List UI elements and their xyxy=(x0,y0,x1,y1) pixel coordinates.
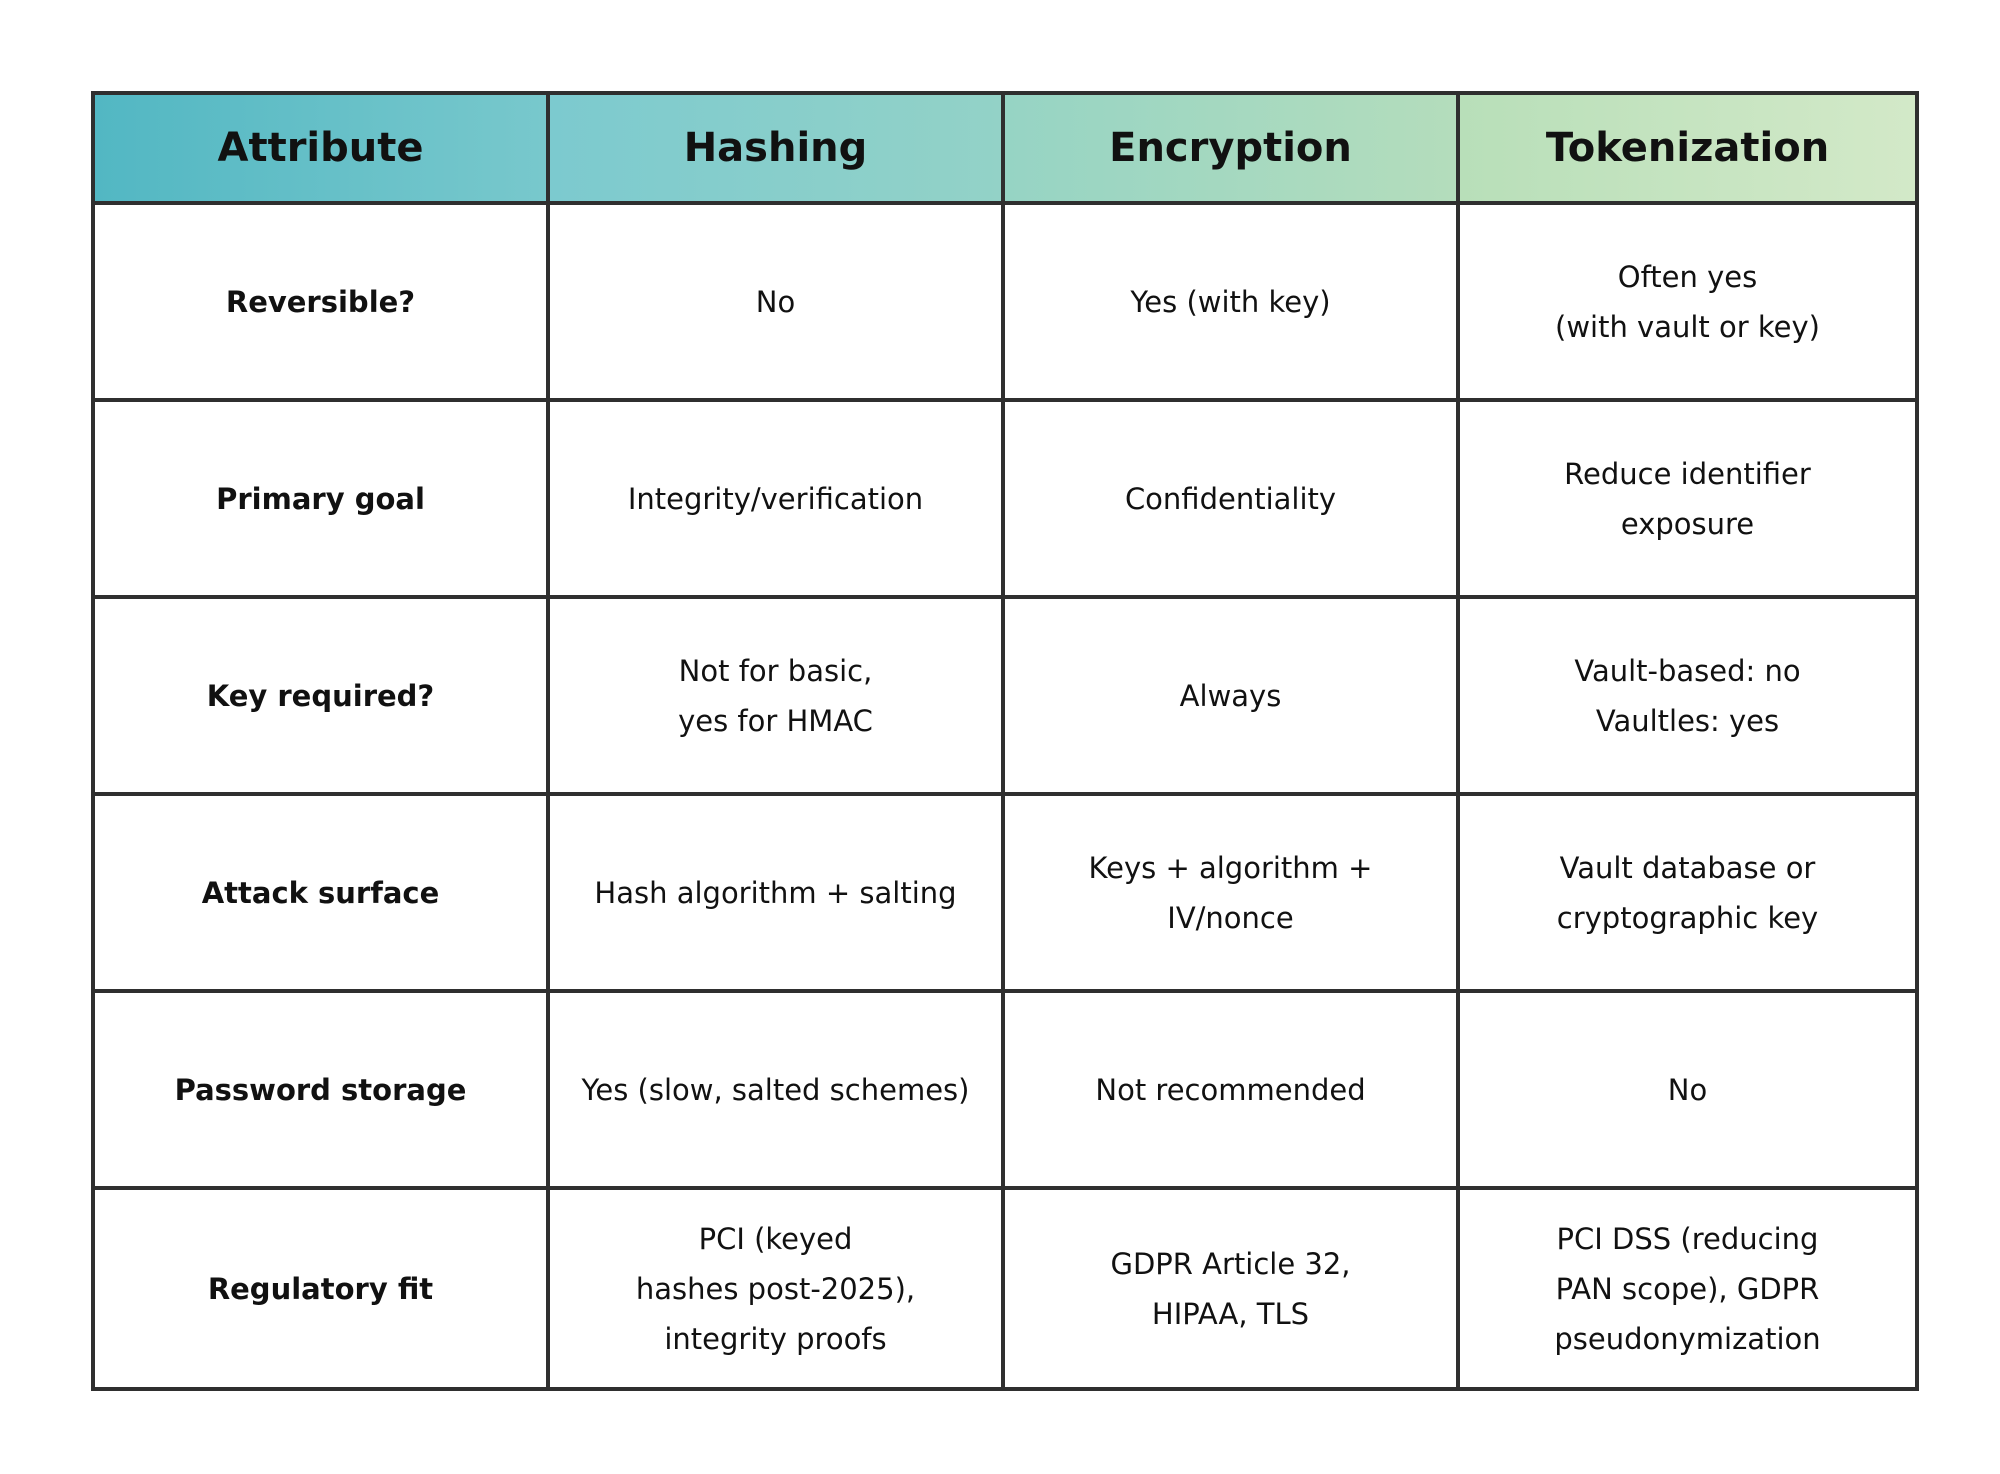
row-password-storage-attribute: Password storage xyxy=(95,993,550,1190)
row-key-required-hashing: Not for basic, yes for HMAC xyxy=(550,599,1005,796)
header-encryption: Encryption xyxy=(1005,95,1460,205)
row-regulatory-fit-hashing: PCI (keyed hashes post-2025), integrity proofs xyxy=(550,1190,1005,1387)
row-reversible-hashing: No xyxy=(550,205,1005,402)
row-primary-goal-encryption: Confidentiality xyxy=(1005,402,1460,599)
row-attack-surface-encryption: Keys + algorithm + IV/nonce xyxy=(1005,796,1460,993)
comparison-table xyxy=(91,91,1919,1391)
row-regulatory-fit-encryption: GDPR Article 32, HIPAA, TLS xyxy=(1005,1190,1460,1387)
row-primary-goal-hashing: Integrity/verification xyxy=(550,402,1005,599)
row-primary-goal-tokenization: Reduce identifier exposure xyxy=(1460,402,1915,599)
row-key-required-tokenization: Vault-based: no Vaultles: yes xyxy=(1460,599,1915,796)
row-attack-surface-attribute: Attack surface xyxy=(95,796,550,993)
row-regulatory-fit-tokenization: PCI DSS (reducing PAN scope), GDPR pseudonymization xyxy=(1554,1221,1821,1356)
row-password-storage-tokenization: No xyxy=(1460,993,1915,1190)
row-key-required-encryption: Always xyxy=(1005,599,1460,796)
row-primary-goal-attribute: Primary goal xyxy=(95,402,550,599)
row-regulatory-fit-attribute: Regulatory fit xyxy=(95,1190,550,1387)
header-attribute: Attribute xyxy=(95,95,550,205)
header-tokenization: Tokenization xyxy=(1460,95,1915,205)
row-password-storage-hashing: Yes (slow, salted schemes) xyxy=(550,993,1005,1190)
row-reversible-tokenization: Often yes (with vault or key) xyxy=(1460,205,1915,402)
row-reversible-encryption: Yes (with key) xyxy=(1005,205,1460,402)
header-hashing: Hashing xyxy=(550,95,1005,205)
row-attack-surface-tokenization: Vault database or cryptographic key xyxy=(1460,796,1915,993)
row-reversible-attribute: Reversible? xyxy=(95,205,550,402)
row-attack-surface-hashing: Hash algorithm + salting xyxy=(550,796,1005,993)
row-password-storage-encryption: Not recommended xyxy=(1005,993,1460,1190)
row-key-required-attribute: Key required? xyxy=(95,599,550,796)
